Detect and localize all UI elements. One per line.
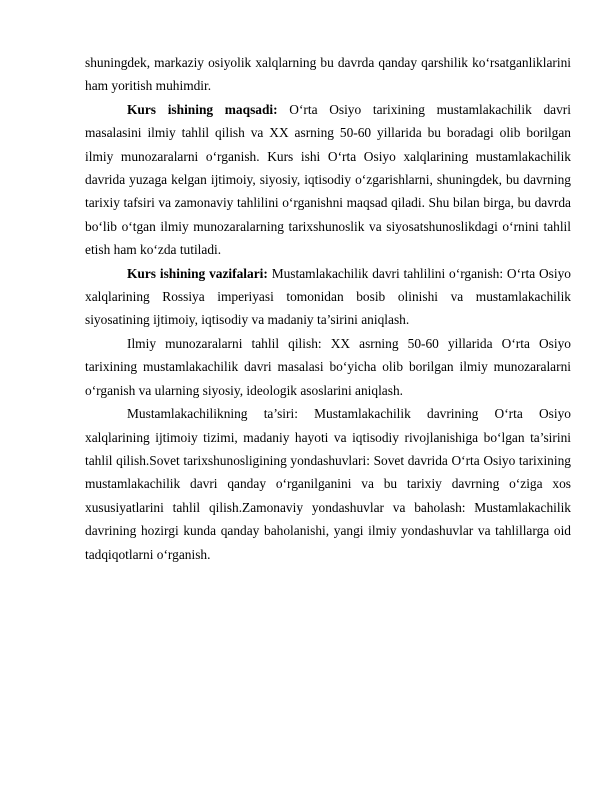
- paragraph-scientific-debates: [85, 332, 571, 402]
- paragraph-text: shuningdek, markaziy osiyolik xalqlarning bu davrda qanday qarshilik ko‘rsatganliklarini ham yoritish muhimdir.: [85, 55, 571, 94]
- paragraph-heading: Kurs ishining maqsadi:: [127, 101, 278, 117]
- paragraph-text: O‘rta Osiyo tarixining mustamlakachilik davri masalasini ilmiy tahlil qilish va XX asrning 50-60 yillarida bu boradagi olib borilgan ilmiy munozaralarni o‘rganish. Kurs ishi O‘rta Osiyo xalqlarining mustamlakachilik davrida yuzaga kelgan ijtimoiy, siyosiy, iqtisodiy o‘zgarishlarni, shuningdek, bu davrning tarixiy tafsiri va zamonaviy tahlilini o‘rganishni maqsad qiladi. Shu bilan birga, bu davrda bo‘lib o‘tgan ilmiy munozaralarning tarixshunoslik va siyosatshunoslikdagi o‘rnini tahlil etish ham ko‘zda tutiladi.: [85, 101, 571, 258]
- paragraph-intro-continuation: [85, 51, 571, 98]
- paragraph-course-tasks: [85, 262, 571, 332]
- paragraph-course-goal: [85, 98, 571, 262]
- paragraph-colonial-impact: [85, 402, 571, 566]
- paragraph-text: Mustamlakachilikning ta’siri: Mustamlakachilik davrining O‘rta Osiyo xalqlarining ijtimoiy tizimi, madaniy hayoti va iqtisodiy rivojlanishiga bo‘lgan ta’sirini tahlil qilish.Sovet tarixshunosligining yondashuvlari: Sovet davrida O‘rta Osiyo tarixining mustamlakachilik davri qanday o‘rganilganini va bu tarixiy davrning o‘ziga xos xususiyatlarini tahlil qilish.Zamonaviy yondashuvlar va baholash: Mustamlakachilik davrining hozirgi kunda qanday baholanishi, yangi ilmiy yondashuvlar va tahlillarga oid tadqiqotlarni o‘rganish.: [85, 406, 571, 562]
- paragraph-text: Mustamlakachilik davri tahlilini o‘rganish: O‘rta Osiyo xalqlarining Rossiya imperiyasi tomonidan bosib olinishi va mustamlakachilik siyosatining ijtimoiy, iqtisodiy va madaniy ta’sirini aniqlash.: [85, 265, 571, 328]
- paragraph-text: Ilmiy munozaralarni tahlil qilish: XX asrning 50-60 yillarida O‘rta Osiyo tarixining mustamlakachilik davri masalasi bo‘yicha olib borilgan ilmiy munozaralarni o‘rganish va ularning siyosiy, ideologik asoslarini aniqlash.: [85, 335, 571, 398]
- document-page: [85, 51, 571, 566]
- paragraph-heading: Kurs ishining vazifalari:: [127, 265, 268, 281]
